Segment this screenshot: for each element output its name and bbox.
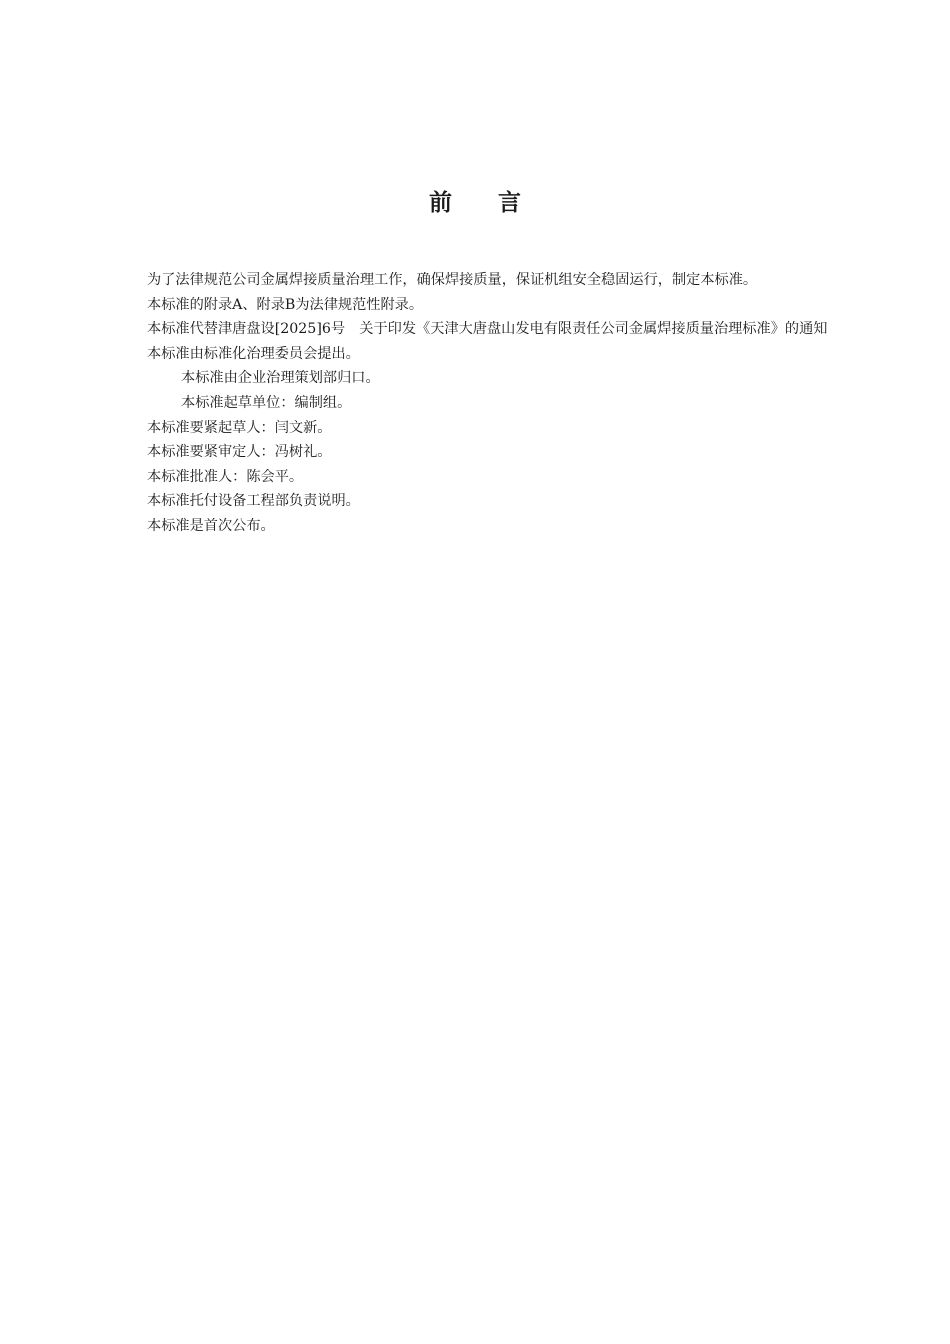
paragraph-purpose: 为了法律规范公司金属焊接质量治理工作，确保焊接质量，保证机组安全稳固运行，制定本标准。 bbox=[147, 272, 758, 288]
document-body bbox=[113, 268, 860, 539]
paragraph-managed-by: 本标准由企业治理策划部归口。 bbox=[181, 370, 380, 387]
paragraph-replaces: 本标准代替津唐盘设[2025]6号 关于印发《天津大唐盘山发电有限责任公司金属焊接质量治理标准》的通知 bbox=[147, 321, 828, 338]
page-title: 前 言 bbox=[429, 190, 521, 216]
paragraph-drafting-unit: 本标准起草单位：编制组。 bbox=[181, 394, 352, 411]
paragraph-first-release: 本标准是首次公布。 bbox=[147, 517, 275, 534]
paragraph-appendix: 本标准的附录A、附录B为法律规范性附录。 bbox=[147, 296, 424, 313]
paragraph-approver: 本标准批准人：陈会平。 bbox=[147, 468, 304, 485]
paragraph-main-drafter: 本标准要紧起草人：闫文新。 bbox=[147, 419, 332, 436]
paragraph-interpretation: 本标准托付设备工程部负责说明。 bbox=[147, 493, 360, 510]
paragraph-proposed-by: 本标准由标准化治理委员会提出。 bbox=[147, 345, 360, 362]
paragraph-main-reviewer: 本标准要紧审定人：冯树礼。 bbox=[147, 444, 332, 461]
